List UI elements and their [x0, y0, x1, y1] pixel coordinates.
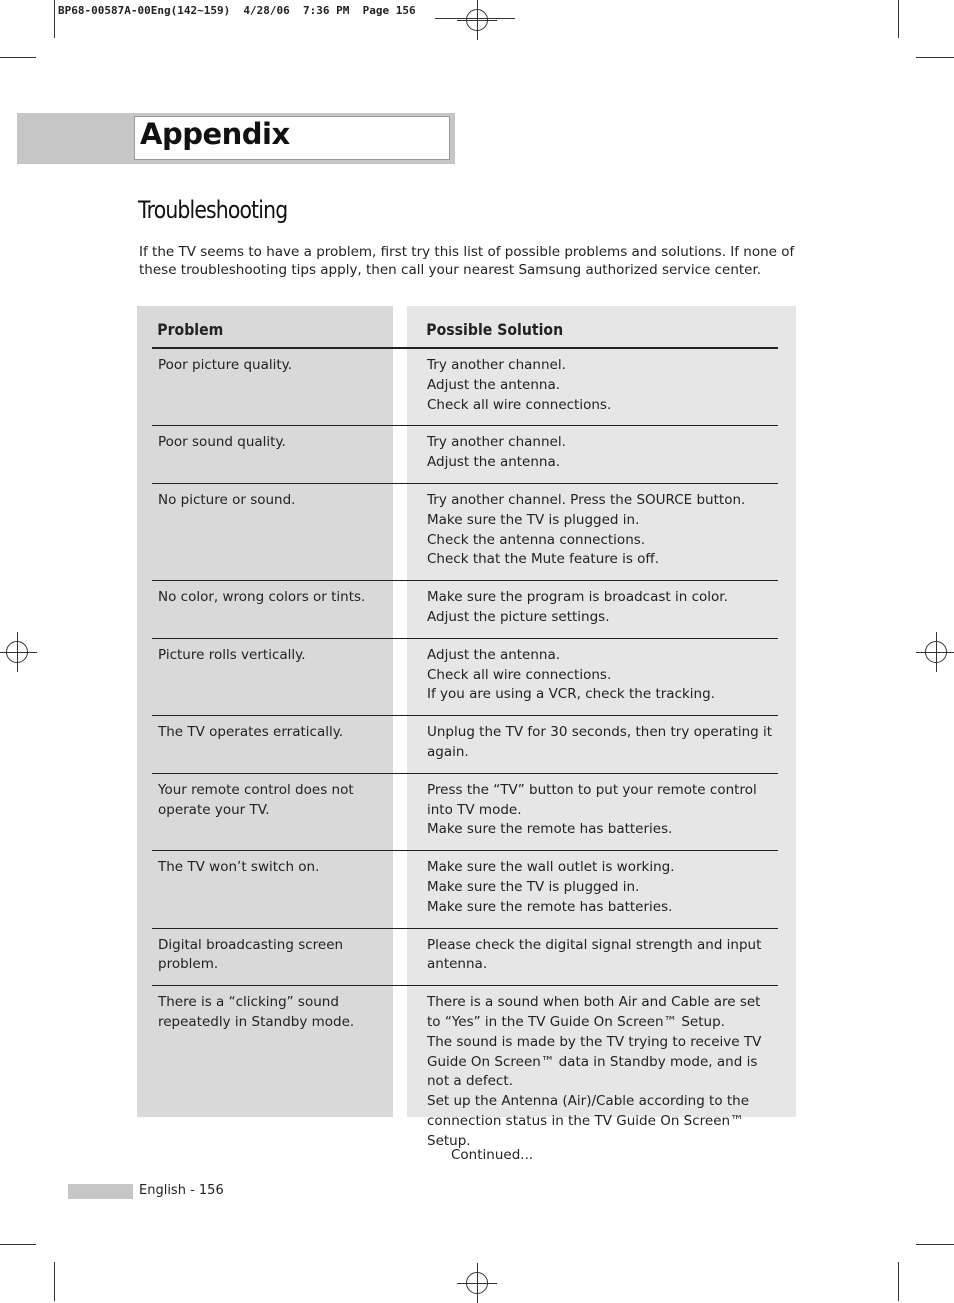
solution-cell [421, 491, 778, 570]
crop-mark [898, 1262, 899, 1301]
crop-mark [54, 0, 55, 38]
solution-line: Adjust the antenna. [427, 454, 561, 471]
solution-line: Adjust the antenna. [427, 646, 561, 663]
solution-line: Make sure the program is broadcast in color. [427, 589, 728, 606]
troubleshooting-table [152, 316, 778, 1162]
table-row [152, 426, 778, 484]
crop-mark [898, 0, 899, 38]
solution-line: Press the “TV” button to put your remote control into TV mode. [427, 781, 757, 818]
continued-note: Continued... [451, 1147, 534, 1163]
registration-mark-icon [466, 9, 488, 31]
crop-mark [54, 1262, 55, 1301]
solution-line: If you are using a VCR, check the tracking. [427, 686, 715, 703]
problem-cell: There is a “clicking” sound repeatedly in Standby mode. [158, 994, 355, 1030]
problem-cell: Your remote control does not operate your TV. [158, 781, 354, 818]
registration-mark-icon [6, 641, 28, 663]
crop-mark [916, 57, 954, 58]
table-row [152, 929, 778, 987]
problem-cell: Picture rolls vertically. [158, 646, 306, 663]
solution-line: There is a sound when both Air and Cable are set to “Yes” in the TV Guide On Screen™ Setup. [427, 994, 761, 1030]
solution-cell [421, 781, 778, 840]
crop-mark [0, 1244, 36, 1245]
solution-cell [421, 858, 778, 917]
solution-cell [421, 993, 778, 1152]
solution-cell [421, 723, 778, 763]
crop-mark [0, 57, 36, 58]
problem-cell: Poor sound quality. [158, 434, 286, 451]
registration-mark-icon [466, 1272, 488, 1294]
registration-mark-icon [925, 641, 947, 663]
solution-line: Try another channel. Press the SOURCE button. [427, 491, 746, 508]
solution-line: Check all wire connections. [427, 396, 612, 413]
solution-line: Adjust the antenna. [427, 376, 561, 393]
page-title: Appendix [140, 117, 290, 151]
problem-cell: No picture or sound. [158, 491, 296, 508]
problem-cell: Digital broadcasting screen problem. [158, 936, 344, 973]
solution-line: Make sure the wall outlet is working. [427, 859, 675, 876]
table-row [152, 639, 778, 716]
intro-paragraph: If the TV seems to have a problem, first try this list of possible problems and solutions. If none of these troubleshooting tips apply, then call your nearest Samsung authorized service center. [139, 244, 795, 278]
solution-header: Possible Solution [426, 320, 564, 339]
table-row [152, 716, 778, 774]
solution-line: Make sure the remote has batteries. [427, 898, 673, 915]
crop-mark [916, 1244, 954, 1245]
solution-line: Check that the Mute feature is off. [427, 551, 660, 568]
footer-bar [68, 1184, 133, 1199]
table-body [152, 349, 778, 1162]
problem-header: Problem [157, 320, 224, 339]
solution-line: Try another channel. [427, 434, 566, 451]
page-number: English - 156 [139, 1183, 224, 1198]
problem-cell: No color, wrong colors or tints. [158, 589, 366, 606]
table-row [152, 986, 778, 1162]
table-row [152, 349, 778, 426]
table-row [152, 581, 778, 639]
solution-line: Make sure the TV is plugged in. [427, 878, 640, 895]
table-row [152, 484, 778, 581]
solution-line: Check the antenna connections. [427, 531, 646, 548]
table-row [152, 774, 778, 851]
solution-cell [421, 588, 778, 628]
solution-line: Try another channel. [427, 357, 566, 373]
table-row [152, 851, 778, 928]
solution-line: The sound is made by the TV trying to receive TV Guide On Screen™ data in Standby mode, and is not a defect. [427, 1033, 762, 1090]
problem-cell: The TV operates erratically. [158, 724, 344, 741]
solution-line: Please check the digital signal strength and input antenna. [427, 936, 762, 973]
solution-line: Adjust the picture settings. [427, 608, 610, 625]
solution-cell [421, 433, 778, 473]
table-header [152, 316, 778, 349]
solution-line: Unplug the TV for 30 seconds, then try operating it again. [427, 724, 773, 760]
print-slug: BP68-00587A-00Eng(142~159) 4/28/06 7:36 PM Page 156 [58, 4, 416, 17]
solution-cell [421, 936, 778, 976]
solution-line: Check all wire connections. [427, 666, 612, 683]
section-title: Troubleshooting [138, 196, 288, 224]
solution-cell [421, 356, 778, 415]
solution-line: Set up the Antenna (Air)/Cable according to the connection status in the TV Guide On Screen™ Setup. [427, 1093, 750, 1149]
problem-cell: The TV won’t switch on. [158, 859, 320, 876]
solution-line: Make sure the remote has batteries. [427, 821, 673, 838]
problem-cell: Poor picture quality. [158, 357, 293, 373]
solution-cell [421, 646, 778, 705]
solution-line: Make sure the TV is plugged in. [427, 511, 640, 528]
